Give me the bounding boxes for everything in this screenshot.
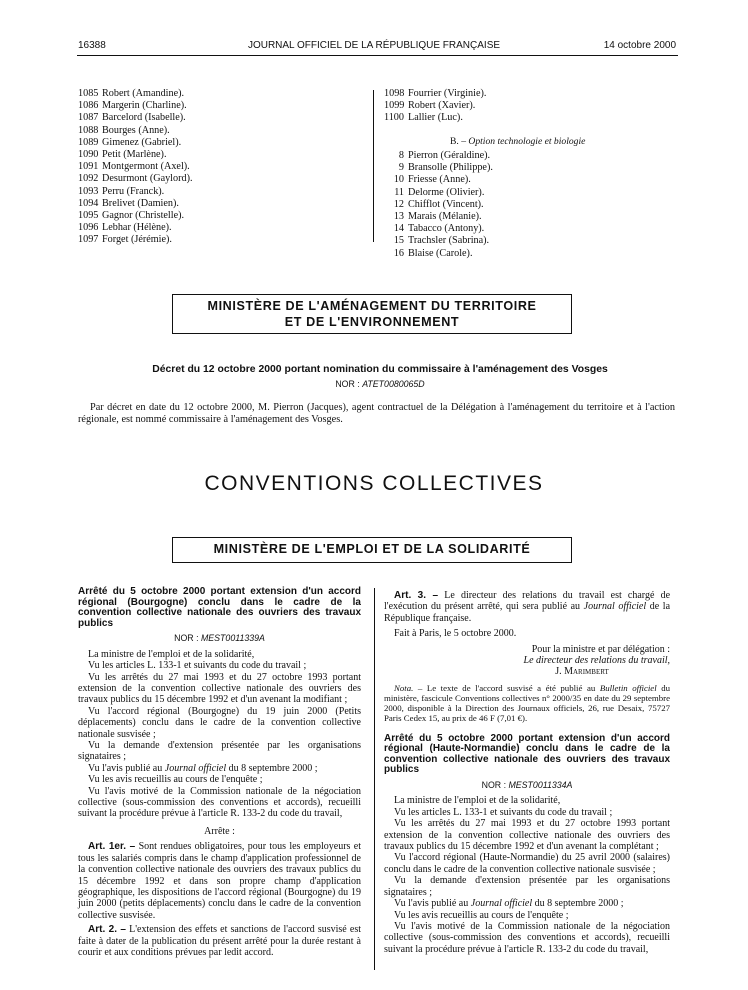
nota [384,683,670,724]
list-item-number: 1098 [384,88,405,99]
list-item-name: Perru (Franck). [102,185,165,197]
decree-title: Décret du 12 octobre 2000 portant nomination du commissaire à l'aménagement des Vosges [152,364,608,375]
option-heading [450,136,585,148]
para-avis-motive: Vu l'avis motivé de la Commission nationale de la négociation collective (sous-commission des conventions et accords), recueilli suivant la procédure prévue à l'article R. 133-2 du code du travail, [78,785,361,820]
signature-line-1: Pour la ministre et par délégation : [531,643,670,655]
list-item-number: 1095 [78,210,99,222]
article-2-text: L'extension des effets et sanctions de l'accord susvisé est faite à dater de la publication du présent arrêté pour la durée restant à courir et aux conditions prévues par ledit accord. [78,924,362,958]
list-item-name: Bransolle (Philippe). [408,162,493,174]
decree-nor-code: ATET0080065D [362,379,425,389]
list-item [78,125,193,137]
article-1-label: Art. 1er. – [88,841,136,853]
column-divider-top [373,90,374,242]
list-item [78,161,193,173]
arrete-label: Arrête : [204,825,235,837]
list-item [384,211,493,223]
nota-text-end: du ministère, fascicule Conventions collectives n° 2000/35 en date du 29 septembre 2000, disponible à la Direction des Journaux officiels, 26, rue Desaix, 75727 Paris Cedex 15, au prix de 46 F (7,01 €). [384,682,671,724]
list-item [78,112,193,124]
list-item-number: 1096 [78,222,99,234]
para-accord: Vu l'accord régional (Haute-Normandie) du 25 avril 2000 (salaires) conclu dans le cadre de la convention collective nationale susvisée ; [384,852,670,875]
issue-date: 14 octobre 2000 [603,40,676,51]
nor-code: MEST0011339A [200,633,265,644]
list-item-number: 1089 [78,136,99,148]
option-heading-label: Option technologie et biologie [468,136,586,147]
list-item-number: 13 [393,211,404,223]
list-item [384,150,493,162]
para-ministre: La ministre de l'emploi et de la solidarité, [394,795,561,807]
list-item [384,187,493,199]
list-item [78,222,193,234]
column-divider-bottom [374,588,375,970]
para-articles: Vu les articles L. 133-1 et suivants du code du travail ; [88,660,307,672]
text: Vu l'avis publié au [394,898,469,910]
list-item [78,186,193,198]
list-item-number: 1090 [78,149,99,161]
list-item [78,88,193,100]
arrete-bourgogne-title: Arrêté du 5 octobre 2000 portant extension d'un accord régional (Bourgogne) conclu dans le cadre de la convention collective nationale des ouvriers des travaux publics [78,586,361,629]
list-item [78,173,193,185]
candidate-list-option [384,150,493,260]
arrete-bourgogne [78,587,361,958]
candidate-list-left [78,88,193,247]
ministry-amenagement-line1: MINISTÈRE DE L'AMÉNAGEMENT DU TERRITOIRE [207,299,537,313]
list-item-name: Forget (Jérémie). [102,234,172,246]
article-1-text: Sont rendues obligatoires, pour tous les employeurs et tous les salariés compris dans le champ d'application professionnel de la convention collective nationale des ouvriers des travaux publics du 15 décembre 1992 et dans son propre champ d'application géographique, les dispositions de l'accord régional (Bourgogne) du 19 juin 2000 (petits déplacements) conclu dans le cadre de la convention collective susvisée. [78,841,361,921]
list-item [384,223,493,235]
list-item-name: Bourges (Anne). [102,124,170,136]
list-item-number: 15 [393,235,404,247]
bulletin-ref: Bulletin officiel [599,682,657,693]
list-item-name: Petit (Marlène). [102,149,167,161]
para-avis-publie [384,898,670,909]
list-item-number: 9 [398,162,404,174]
arrete-bourgogne-nor [78,633,361,644]
para-arretes: Vu les arrêtés du 27 mai 1993 et du 27 octobre 1993 portant extension de la convention collective nationale des ouvriers des travaux publics du 15 décembre 1992 et d'un avenant la modifiant ; [78,671,361,706]
article-3 [384,590,670,624]
list-item [384,112,486,124]
journal-ref: Journal officiel [164,762,227,774]
list-item-number: 1093 [78,185,99,197]
list-item-name: Robert (Amandine). [102,88,185,99]
nor-code: MEST0011334A [508,780,573,791]
list-item-name: Lebhar (Hélène). [102,222,172,234]
text: du 8 septembre 2000 ; [534,898,624,910]
decree-nor [80,378,680,390]
text: du 8 septembre 2000 ; [228,762,318,774]
section-title: CONVENTIONS COLLECTIVES [204,472,544,495]
list-item-name: Robert (Xavier). [408,100,476,112]
journal-ref: Journal officiel [583,601,647,613]
list-item-number: 16 [393,247,404,259]
list-item [78,149,193,161]
list-item-name: Montgermont (Axel). [102,161,190,173]
nor-label: NOR : [481,780,507,791]
list-item-number: 11 [394,186,404,198]
ministry-amenagement-box [172,294,572,334]
list-item-number: 1088 [78,124,99,136]
list-item-name: Brelivet (Damien). [102,197,179,209]
list-item-name: Pierron (Géraldine). [408,150,491,161]
ministry-emploi-box: MINISTÈRE DE L'EMPLOI ET DE LA SOLIDARITÉ [172,537,572,563]
article-2 [78,924,361,958]
fait-a-paris: Fait à Paris, le 5 octobre 2000. [394,628,517,640]
list-item-number: 1085 [78,88,99,99]
list-item-name: Fourrier (Virginie). [408,88,487,99]
para-accord: Vu l'accord régional (Bourgogne) du 19 juin 2000 (Petits déplacements) conclu dans le cadre de la convention collective nationale susvisée ; [78,705,361,740]
header-rule [77,55,678,56]
arrete-normandie-title: Arrêté du 5 octobre 2000 portant extension d'un accord régional (Haute-Normandie) conclu dans le cadre de la convention collective nationale des ouvriers des travaux publics [384,732,670,776]
article-3-text-end: de la République française. [384,601,671,624]
signature-role: Le directeur des relations du travail, [523,655,670,667]
list-item [78,137,193,149]
journal-ref: Journal officiel [470,898,533,910]
list-item-name: Gagnor (Christelle). [102,210,185,222]
article-1 [78,841,361,921]
text: Vu l'avis publié au [88,762,163,774]
list-item [78,210,193,222]
para-avis-motive: Vu l'avis motivé de la Commission nationale de la négociation collective (sous-commission des conventions et accords), recueilli suivant la procédure prévue à l'article R. 133-2 du code du travail, [384,920,670,955]
para-arretes: Vu les arrêtés du 27 mai 1993 et du 27 octobre 1993 portant extension de la convention collective nationale des ouvriers des travaux publics du 15 décembre 1992 et d'un avenant la complétant ; [384,818,670,853]
list-item-name: Friesse (Anne). [408,174,471,186]
article-3-label: Art. 3. – [394,590,439,601]
list-item-name: Margerin (Charline). [102,100,187,112]
list-item-number: 1086 [78,100,99,112]
list-item [384,235,493,247]
option-heading-prefix: B. – [450,136,466,147]
list-item [78,234,193,246]
list-item [78,100,193,112]
list-item-number: 14 [393,223,404,235]
para-demande: Vu la demande d'extension présentée par les organisations signataires ; [78,740,361,763]
list-item [384,100,486,112]
list-item-name: Tabacco (Antony). [408,223,485,235]
list-item [384,88,486,100]
list-item-number: 1087 [78,112,99,124]
list-item-number: 1100 [384,112,404,124]
article-3-text: Le directeur des relations du travail est chargé de l'exécution du présent arrêté, qui sera publié au [384,590,671,613]
list-item-name: Gimenez (Gabriel). [102,136,182,148]
para-demande: Vu la demande d'extension présentée par les organisations signataires ; [384,875,670,898]
list-item-name: Chifflot (Vincent). [408,198,484,210]
nota-label: Nota. [394,682,414,693]
list-item-number: 12 [393,198,404,210]
list-item-name: Blaise (Carole). [408,247,473,259]
para-ministre: La ministre de l'emploi et de la solidarité, [88,648,255,660]
list-item [384,174,493,186]
ministry-amenagement-line2: ET DE L'ENVIRONNEMENT [284,315,460,329]
list-item-name: Lallier (Luc). [408,112,463,124]
para-avis-enquete: Vu les avis recueillis au cours de l'enquête ; [394,909,569,921]
para-articles: Vu les articles L. 133-1 et suivants du code du travail ; [394,806,613,818]
decree-nor-label: NOR : [335,379,360,389]
page-number: 16388 [78,40,106,51]
list-item [384,248,493,260]
list-item-number: 8 [398,150,404,161]
list-item-name: Barcelord (Isabelle). [102,112,186,124]
article-2-label: Art. 2. – [88,924,126,936]
list-item-number: 1094 [78,197,99,209]
journal-title: JOURNAL OFFICIEL DE LA RÉPUBLIQUE FRANÇAISE [247,40,501,51]
list-item [384,199,493,211]
arrete-normandie-nor [384,780,670,791]
nota-text: – Le texte de l'accord susvisé a été publié au [417,682,596,693]
signature-line-2 [384,655,670,666]
list-item-number: 10 [393,174,404,186]
list-item-number: 1097 [78,234,99,246]
list-item [78,198,193,210]
list-item-name: Delorme (Olivier). [408,186,485,198]
list-item-name: Trachsler (Sabrina). [408,235,490,247]
signature-name: J. Marimbert [555,666,609,678]
list-item-number: 1092 [78,173,99,185]
candidate-list-right [384,88,486,125]
decree-body: Par décret en date du 12 octobre 2000, M. Pierron (Jacques), agent contractuel de la Délégation à l'aménagement du territoire et à l'action régionale, est nommé commissaire à l'aménagement des Vosges. [78,402,675,426]
list-item-name: Desurmont (Gaylord). [102,173,193,185]
para-avis-publie [78,763,361,774]
list-item [384,162,493,174]
list-item-name: Marais (Mélanie). [408,211,482,223]
nor-label: NOR : [174,633,199,644]
list-item-number: 1091 [78,161,99,173]
arrete-bourgogne-continued [384,590,670,955]
para-avis-enquete: Vu les avis recueillis au cours de l'enquête ; [88,774,263,786]
list-item-number: 1099 [384,100,405,112]
